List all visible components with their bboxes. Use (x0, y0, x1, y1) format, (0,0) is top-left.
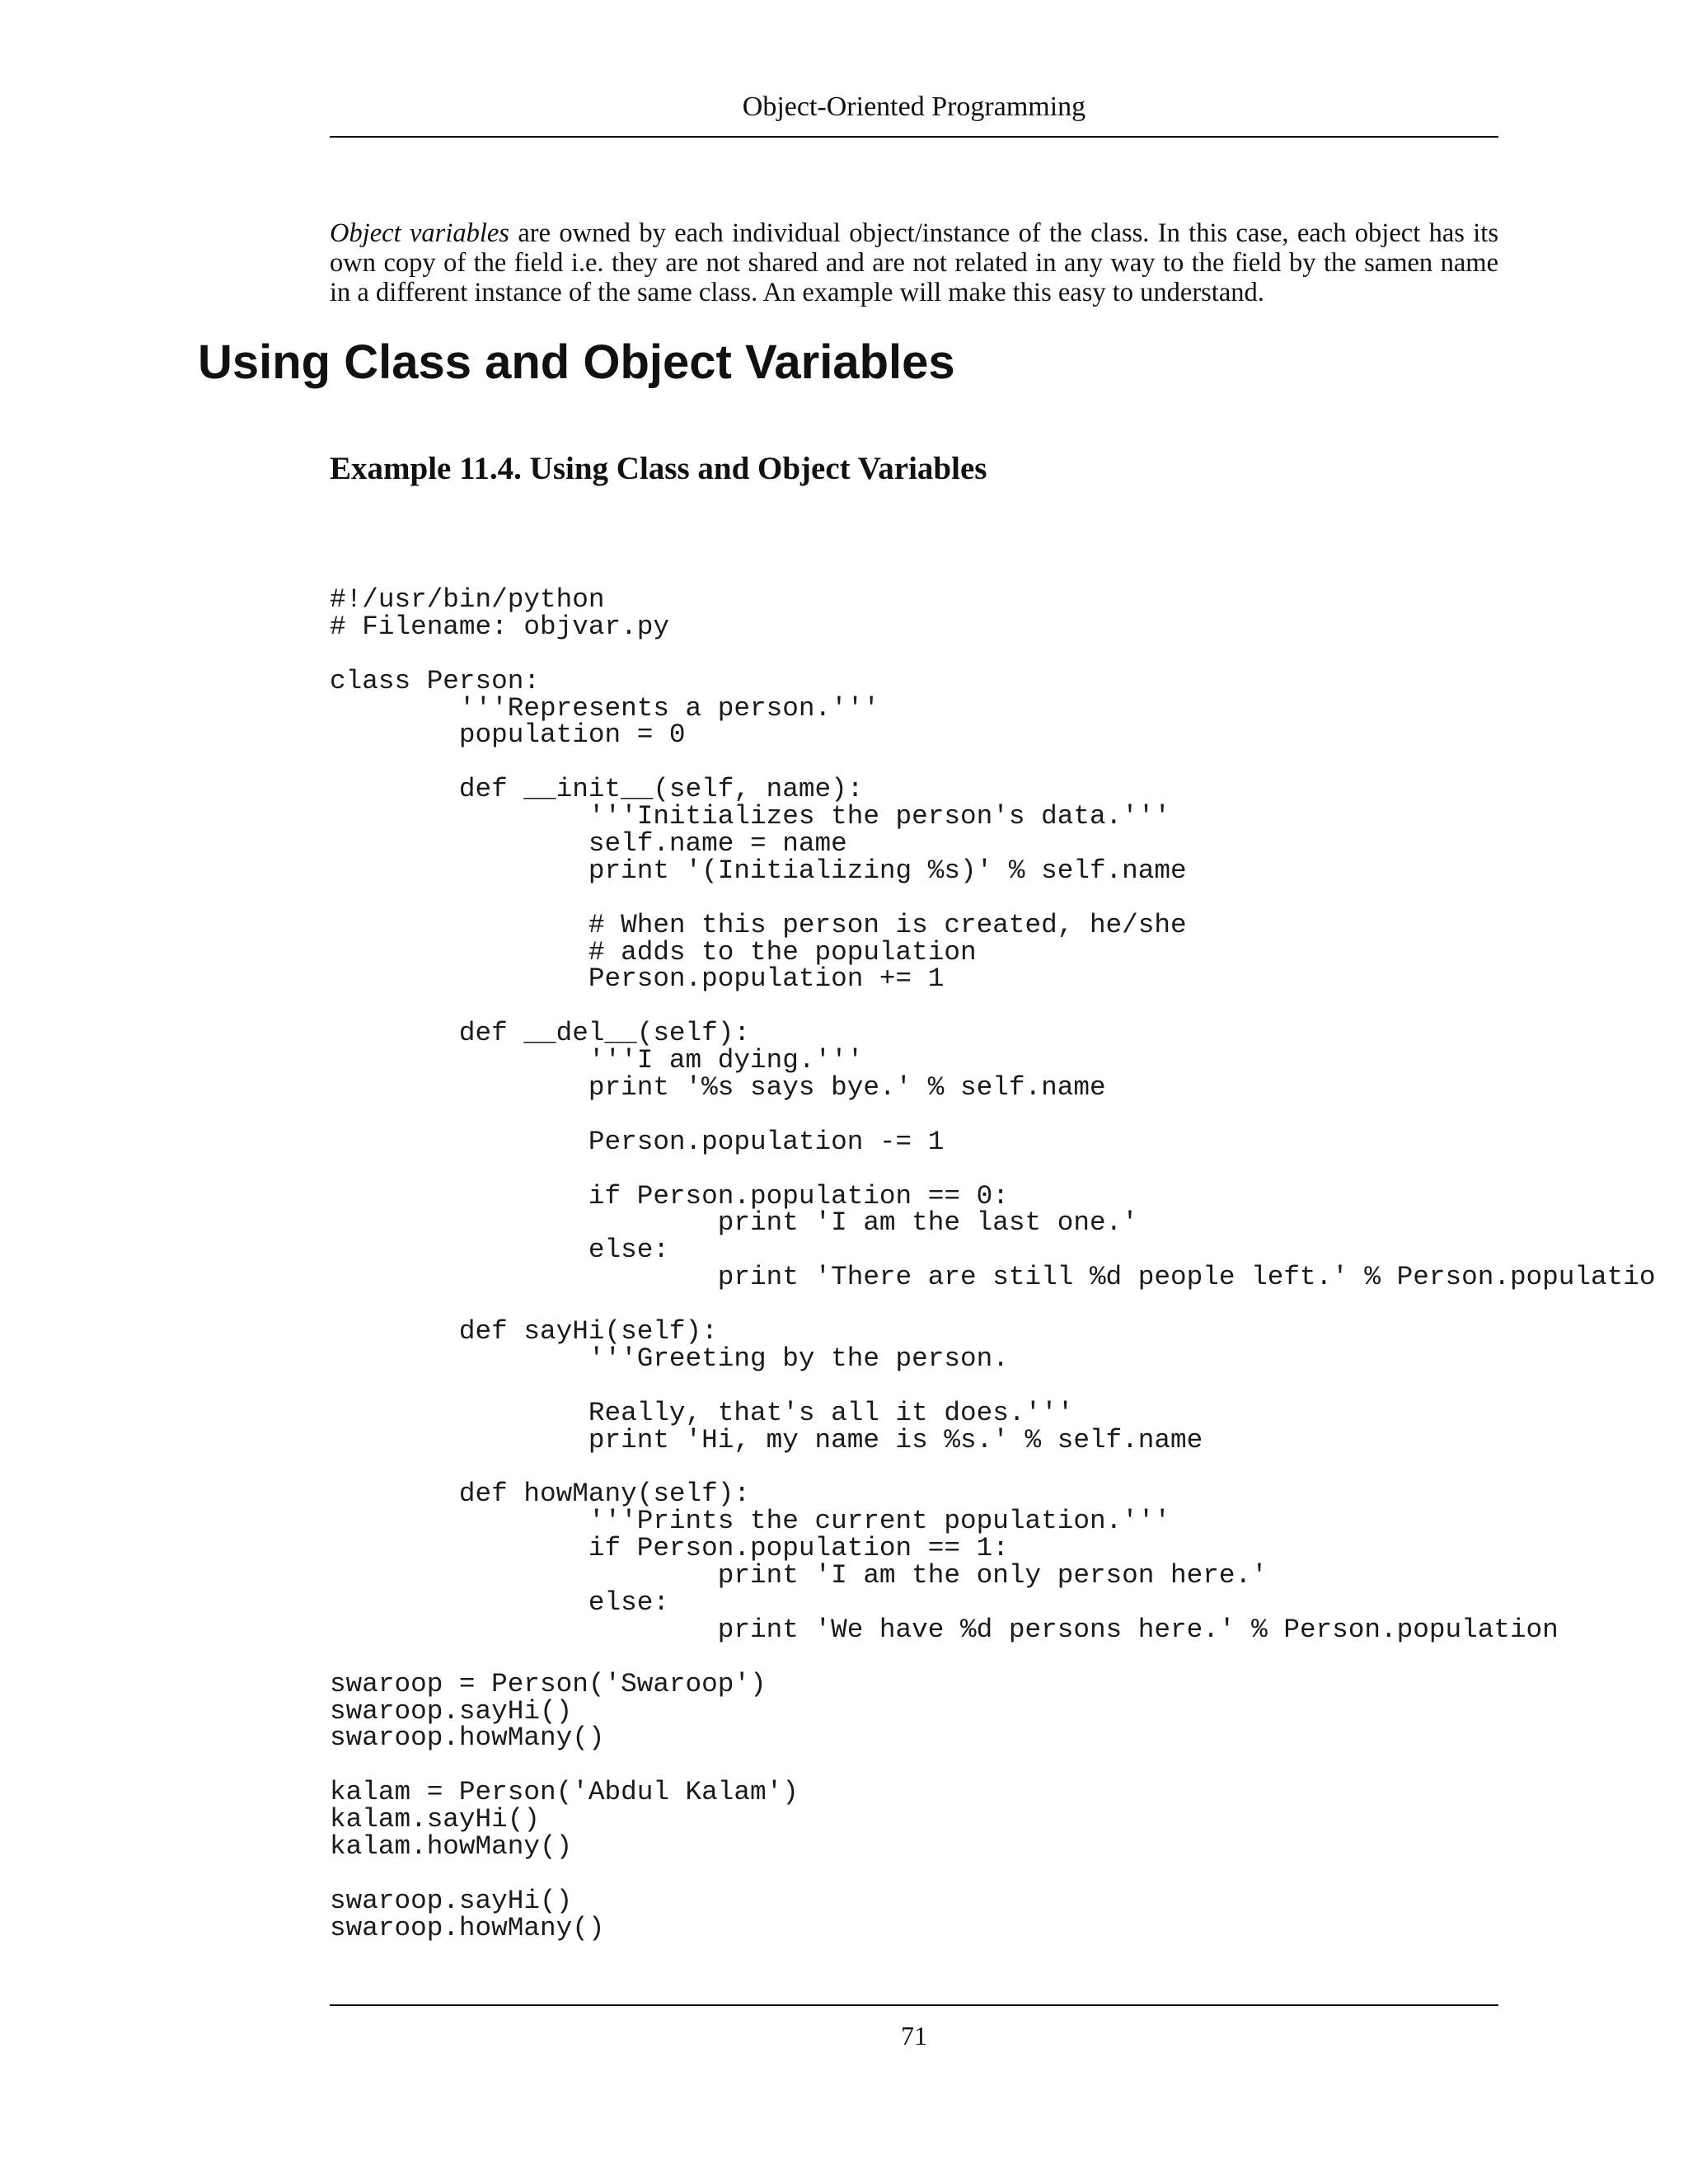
code-line: print 'We have %d persons here.' % Person.population (330, 1614, 1559, 1645)
code-line (330, 1861, 1656, 1888)
code-line (330, 1644, 1656, 1671)
code-line: def sayHi(self): (330, 1316, 718, 1347)
code-line: if Person.population == 1: (330, 1533, 1009, 1564)
code-line: kalam = Person('Abdul Kalam') (330, 1777, 799, 1808)
section-heading: Using Class and Object Variables (198, 335, 955, 389)
code-line: swaroop.sayHi() (330, 1695, 573, 1727)
code-line (330, 993, 1656, 1020)
code-line (330, 1455, 1656, 1482)
code-line: kalam.sayHi() (330, 1804, 541, 1835)
code-line (330, 1156, 1656, 1183)
code-line: if Person.population == 0: (330, 1180, 1009, 1212)
code-line: # Filename: objvar.py (330, 611, 669, 642)
code-line: self.name = name (330, 828, 847, 860)
code-line (330, 885, 1656, 912)
code-line: print 'There are still %d people left.' % Person.populatio (330, 1262, 1656, 1293)
code-line: Person.population += 1 (330, 963, 945, 995)
code-line: # adds to the population (330, 936, 977, 968)
code-line: '''Initializes the person's data.''' (330, 801, 1171, 832)
code-line: swaroop.howMany() (330, 1722, 605, 1754)
code-line: kalam.howMany() (330, 1830, 573, 1862)
code-line (330, 641, 1656, 668)
running-header: Object-Oriented Programming (742, 91, 1086, 122)
code-line: print 'I am the last one.' (330, 1207, 1138, 1239)
intro-term: Object variables (330, 218, 509, 248)
header-rule (330, 136, 1498, 138)
code-line: '''I am dying.''' (330, 1045, 864, 1076)
code-line: class Person: (330, 665, 541, 696)
code-line (330, 1291, 1656, 1319)
code-line: def __del__(self): (330, 1018, 751, 1049)
code-line: #!/usr/bin/python (330, 584, 605, 615)
code-line: print 'Hi, my name is %s.' % self.name (330, 1424, 1203, 1455)
code-line: else: (330, 1235, 669, 1266)
code-line: print 'I am the only person here.' (330, 1560, 1268, 1591)
code-line: print '(Initializing %s)' % self.name (330, 855, 1187, 886)
code-line: swaroop = Person('Swaroop') (330, 1668, 767, 1699)
page-number: 71 (901, 2021, 927, 2050)
code-line: '''Represents a person.''' (330, 692, 879, 724)
code-line: def howMany(self): (330, 1479, 751, 1510)
code-listing (330, 584, 1656, 1943)
code-line: '''Greeting by the person. (330, 1343, 1009, 1374)
code-line: swaroop.sayHi() (330, 1885, 573, 1916)
code-line: print '%s says bye.' % self.name (330, 1072, 1106, 1104)
code-line: swaroop.howMany() (330, 1912, 605, 1943)
code-line: def __init__(self, name): (330, 774, 864, 805)
code-line: # When this person is created, he/she (330, 909, 1187, 940)
example-title: Example 11.4. Using Class and Object Variables (330, 451, 987, 486)
intro-paragraph (330, 218, 1498, 307)
code-line: Person.population -= 1 (330, 1126, 945, 1157)
code-line (330, 1752, 1656, 1779)
intro-text: are owned by each individual object/instance of the class. In this case, each object has its own copy of the field i.e. they are not shared and are not related in any way to the field by the samen name in a different instance of the same class. An example will make this easy to understand. (330, 218, 1498, 307)
code-line: else: (330, 1586, 669, 1618)
code-line (330, 1373, 1656, 1400)
code-line (330, 749, 1656, 776)
code-line: population = 0 (330, 719, 686, 751)
code-line: '''Prints the current population.''' (330, 1506, 1171, 1537)
code-line (330, 1102, 1656, 1129)
code-line: Really, that's all it does.''' (330, 1397, 1074, 1428)
